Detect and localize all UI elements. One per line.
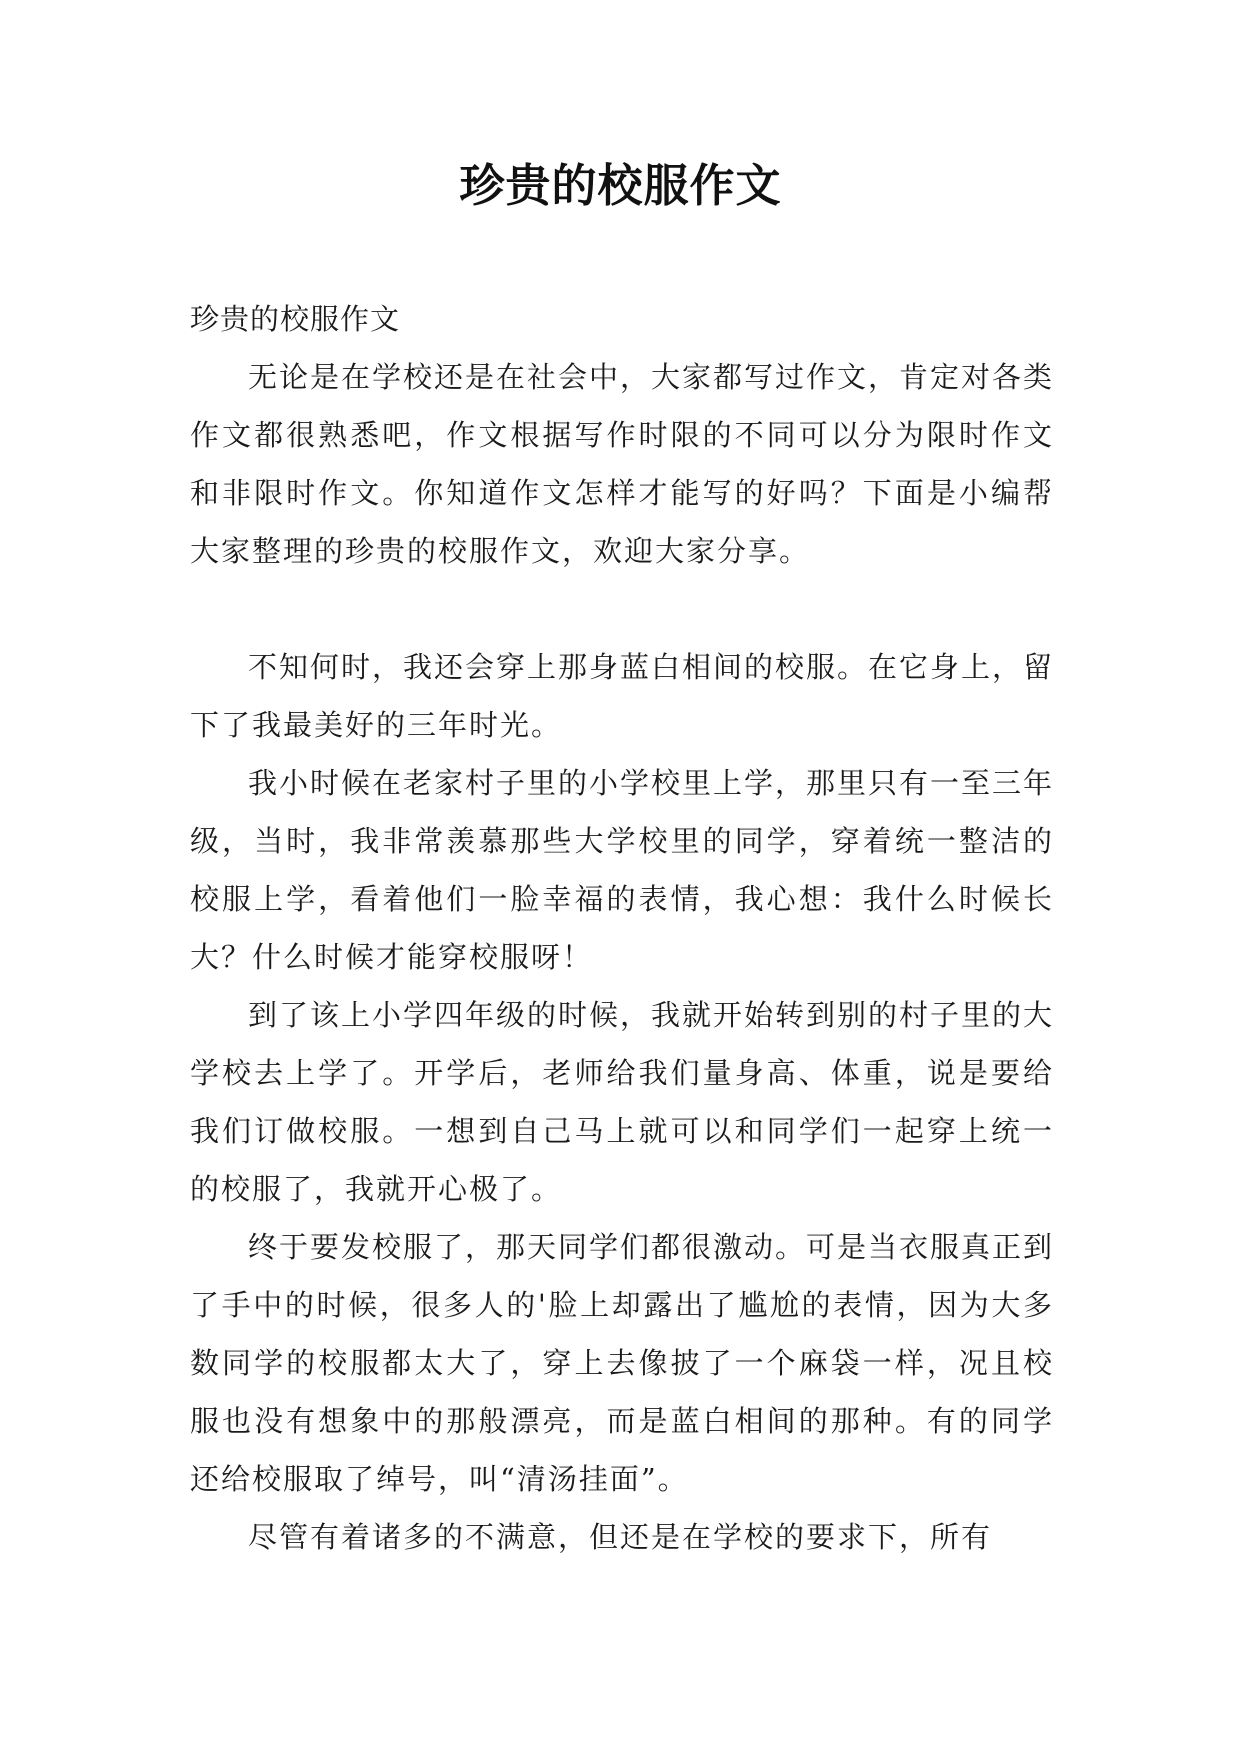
body-paragraph: 我小时候在老家村子里的小学校里上学，那里只有一至三年级，当时，我非常羡慕那些大学校里的同学，穿着统一整洁的校服上学，看着他们一脸幸福的表情，我心想：我什么时候长大？什么时候才能穿校服呀！ <box>190 766 1055 974</box>
body-paragraph: 终于要发校服了，那天同学们都很激动。可是当衣服真正到了手中的时候，很多人的'脸上却露出了尴尬的表情，因为大多数同学的校服都太大了，穿上去像披了一个麻袋一样，况且校服也没有想象中的那般漂亮，而是蓝白相间的那种。有的同学还给校服取了绰号，叫“清汤挂面”。 <box>190 1230 1055 1496</box>
document-title: 珍贵的校服作文 <box>459 159 782 212</box>
intro-paragraph: 无论是在学校还是在社会中，大家都写过作文，肯定对各类作文都很熟悉吧，作文根据写作时限的不同可以分为限时作文和非限时作文。你知道作文怎样才能写的好吗？下面是小编帮大家整理的珍贵的校服作文，欢迎大家分享。 <box>190 360 1055 568</box>
document-body <box>190 290 1054 1566</box>
body-paragraph: 不知何时，我还会穿上那身蓝白相间的校服。在它身上，留下了我最美好的三年时光。 <box>190 650 1055 742</box>
body-paragraph: 到了该上小学四年级的时候，我就开始转到别的村子里的大学校去上学了。开学后，老师给我们量身高、体重，说是要给我们订做校服。一想到自己马上就可以和同学们一起穿上统一的校服了，我就开心极了。 <box>190 998 1055 1206</box>
body-paragraph: 尽管有着诸多的不满意，但还是在学校的要求下，所有 <box>248 1520 993 1554</box>
document-subtitle: 珍贵的校服作文 <box>190 302 401 336</box>
paragraph-spacer <box>190 580 1054 638</box>
